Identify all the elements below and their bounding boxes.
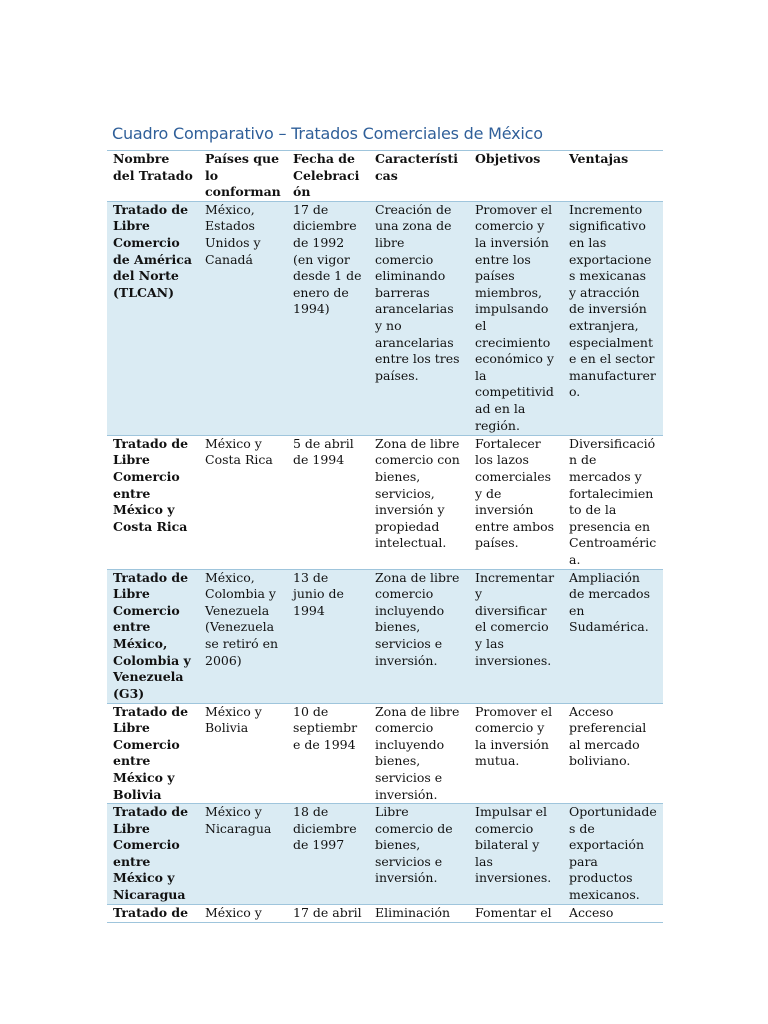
features-cell: Zona de libre comercio incluyendo bienes, servicios e inversión. [369,703,469,804]
date-cell: 17 de diciembre de 1992 (en vigor desde 1 de enero de 1994) [287,201,369,435]
table-row [107,905,663,923]
header-countries: Países que lo conforman [199,151,287,202]
document-title: Cuadro Comparativo – Tratados Comerciales de México [112,124,543,143]
advantages-cell: Incremento significativo en las exportaciones mexicanas y atracción de inversión extranjera, especialmente en el sector manufacturero. [563,201,663,435]
objectives-cell: Promover el comercio y la inversión entre los países miembros, impulsando el crecimiento económico y la competitividad en la región. [469,201,563,435]
treaty-name-cell: Tratado de Libre Comercio entre México, Colombia y Venezuela (G3) [107,569,199,703]
table-header-row [107,151,663,202]
objectives-cell: Incrementar y diversificar el comercio y las inversiones. [469,569,563,703]
advantages-cell: Oportunidades de exportación para productos mexicanos. [563,804,663,905]
table-row [107,201,663,435]
table-row [107,703,663,804]
treaty-name-cell: Tratado de Libre Comercio entre México y Bolivia [107,703,199,804]
objectives-cell: Fortalecer los lazos comerciales y de inversión entre ambos países. [469,435,563,569]
header-date: Fecha de Celebración [287,151,369,202]
advantages-cell: Acceso preferencial al mercado boliviano. [563,703,663,804]
treaty-name-cell: Tratado de Libre Comercio entre México y Costa Rica [107,435,199,569]
date-cell: 18 de diciembre de 1997 [287,804,369,905]
countries-cell: México y [199,905,287,923]
treaty-name-cell: Tratado de Libre Comercio de América del Norte (TLCAN) [107,201,199,435]
date-cell: 17 de abril [287,905,369,923]
objectives-cell: Promover el comercio y la inversión mutua. [469,703,563,804]
date-cell: 13 de junio de 1994 [287,569,369,703]
countries-cell: México y Bolivia [199,703,287,804]
date-cell: 5 de abril de 1994 [287,435,369,569]
advantages-cell: Acceso [563,905,663,923]
table-row [107,804,663,905]
header-objectives: Objetivos [469,151,563,202]
table-row [107,435,663,569]
treaty-name-cell: Tratado de Libre Comercio entre México y Nicaragua [107,804,199,905]
objectives-cell: Fomentar el [469,905,563,923]
header-treaty-name: Nombre del Tratado [107,151,199,202]
features-cell: Creación de una zona de libre comercio eliminando barreras arancelarias y no arancelarias entre los tres países. [369,201,469,435]
date-cell: 10 de septiembre de 1994 [287,703,369,804]
countries-cell: México, Estados Unidos y Canadá [199,201,287,435]
features-cell: Eliminación [369,905,469,923]
header-features: Características [369,151,469,202]
table-row [107,569,663,703]
objectives-cell: Impulsar el comercio bilateral y las inversiones. [469,804,563,905]
countries-cell: México y Nicaragua [199,804,287,905]
countries-cell: México, Colombia y Venezuela (Venezuela se retiró en 2006) [199,569,287,703]
treaty-name-cell: Tratado de [107,905,199,923]
features-cell: Zona de libre comercio con bienes, servicios, inversión y propiedad intelectual. [369,435,469,569]
comparison-table [107,150,663,923]
header-advantages: Ventajas [563,151,663,202]
comparison-table-container [107,150,663,923]
countries-cell: México y Costa Rica [199,435,287,569]
advantages-cell: Diversificación de mercados y fortalecimiento de la presencia en Centroamérica. [563,435,663,569]
features-cell: Libre comercio de bienes, servicios e inversión. [369,804,469,905]
advantages-cell: Ampliación de mercados en Sudamérica. [563,569,663,703]
features-cell: Zona de libre comercio incluyendo bienes, servicios e inversión. [369,569,469,703]
